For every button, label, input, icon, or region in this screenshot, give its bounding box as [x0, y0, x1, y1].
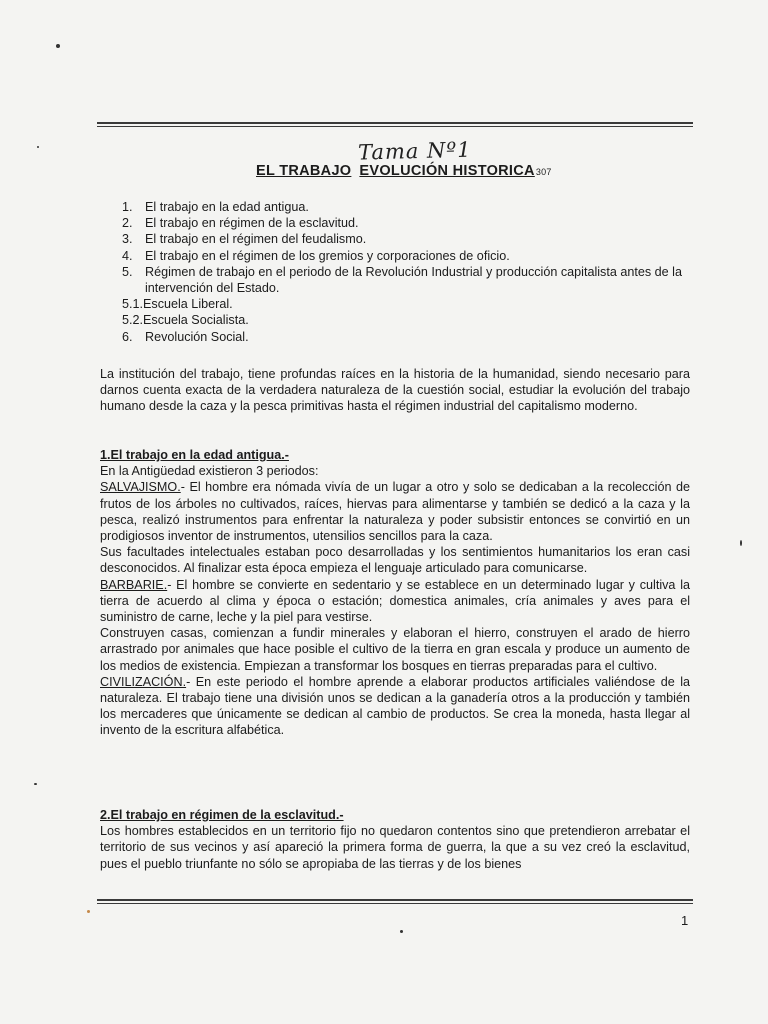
- section-1: [100, 447, 690, 739]
- section-heading: 2.El trabajo en régimen de la esclavitud.-: [100, 808, 344, 822]
- term-civilizacion: CIVILIZACIÓN.: [100, 674, 187, 689]
- handwritten-note: Tama Nº1: [357, 137, 472, 165]
- construyen-paragraph: Construyen casas, comienzan a fundir minerales y elaboran el hierro, construyen el arado de hierro arrastrado por animales que hace posible el cultivo de la tierra en gran escala y produce un aumento de los medios de existencia. Empiezan a transformar los bosques en tierras preparadas para el cultivo.: [100, 626, 690, 673]
- bottom-rule: [97, 899, 693, 906]
- civilizacion-paragraph: CIVILIZACIÓN.- En este periodo el hombre aprende a elaborar productos artificiales valiéndose de la naturaleza. El trabajo tiene una división unos se dedican a la ganadería otros a la producción y también los mercaderes que únicamente se dedican al cambio de productos. Se crea la moneda, hasta llegar al invento de la escritura alfabética.: [100, 674, 690, 738]
- intro-paragraph: La institución del trabajo, tiene profundas raíces en la historia de la humanidad, siendo necesario para darnos cuenta exacta de la verdadera naturaleza de la cuestión social, estudiar la evolución del trabajo humano desde la caza y la pesca primitivas hasta el régimen industrial del capitalismo moderno.: [100, 367, 690, 414]
- table-of-contents: [122, 199, 682, 345]
- scan-speck: [37, 146, 39, 148]
- scan-speck: [34, 783, 37, 785]
- section-heading: 1.El trabajo en la edad antigua.-: [100, 448, 289, 462]
- title-tail: 307: [535, 167, 552, 177]
- scan-speck: [400, 930, 403, 933]
- toc-item: 6. Revolución Social.: [122, 329, 249, 344]
- page-number: 1: [681, 913, 689, 928]
- title-left: EL TRABAJO: [256, 163, 352, 179]
- section-2: [100, 807, 690, 872]
- toc-subitem: 5.2.Escuela Socialista.: [122, 313, 249, 328]
- toc-item: 2. El trabajo en régimen de la esclavitud.: [122, 216, 359, 231]
- facultades-paragraph: Sus facultades intelectuales estaban poco desarrolladas y los sentimientos humanitarios los eran casi desconocidos. Al finalizar esta época empieza el lenguaje articulado para comunicarse.: [100, 545, 690, 576]
- title-right: EVOLUCIÓN HISTORICA: [359, 163, 535, 179]
- term-barbarie: BARBARIE.: [100, 577, 168, 592]
- scan-speck: [56, 44, 60, 48]
- toc-subitem: 5.1.Escuela Liberal.: [122, 297, 233, 312]
- toc-item: 4. El trabajo en el régimen de los gremios y corporaciones de oficio.: [122, 248, 510, 263]
- toc-item: 3. El trabajo en el régimen del feudalismo.: [122, 232, 367, 247]
- section-lead: En la Antigüedad existieron 3 periodos:: [100, 464, 319, 479]
- top-rule: [97, 122, 693, 129]
- toc-item: 1. El trabajo en la edad antigua.: [122, 200, 309, 214]
- document-title: [256, 163, 552, 179]
- esclavitud-paragraph: Los hombres establecidos en un territorio fijo no quedaron contentos sino que pretendieron arrebatar el territorio de sus vecinos y así apareció la primera forma de guerra, la que a su vez creó la esclavitud, pues el pueblo triunfante no sólo se apropiaba de las tierras y de los bienes: [100, 824, 690, 871]
- barbarie-paragraph: BARBARIE.- El hombre se convierte en sedentario y se establece en un determinado lugar y cultiva la tierra de acuerdo al clima y época o estación; domestica animales, cría animales y aves para el suministro de carne, leche y la piel para vestirse.: [100, 577, 690, 625]
- scan-speck: [87, 910, 90, 913]
- toc-item: 5. Régimen de trabajo en el periodo de la Revolución Industrial y producción capitalista antes de la intervención del Estado.: [122, 264, 682, 296]
- scan-speck: [740, 540, 742, 546]
- term-salvajismo: SALVAJISMO.: [100, 480, 181, 495]
- salvajismo-paragraph: SALVAJISMO.- El hombre era nómada vivía de un lugar a otro y solo se dedicaban a la recolección de frutos de los árboles no cultivados, raíces, hiervas para alimentarse y también se dedicó a la caza y la pesca, realizó instrumentos para enfrentar la naturaleza y poder subsistir entonces se convirtió en un prodigiosos inventor de instrumentos, utensilios sencillos para la caza.: [100, 480, 690, 544]
